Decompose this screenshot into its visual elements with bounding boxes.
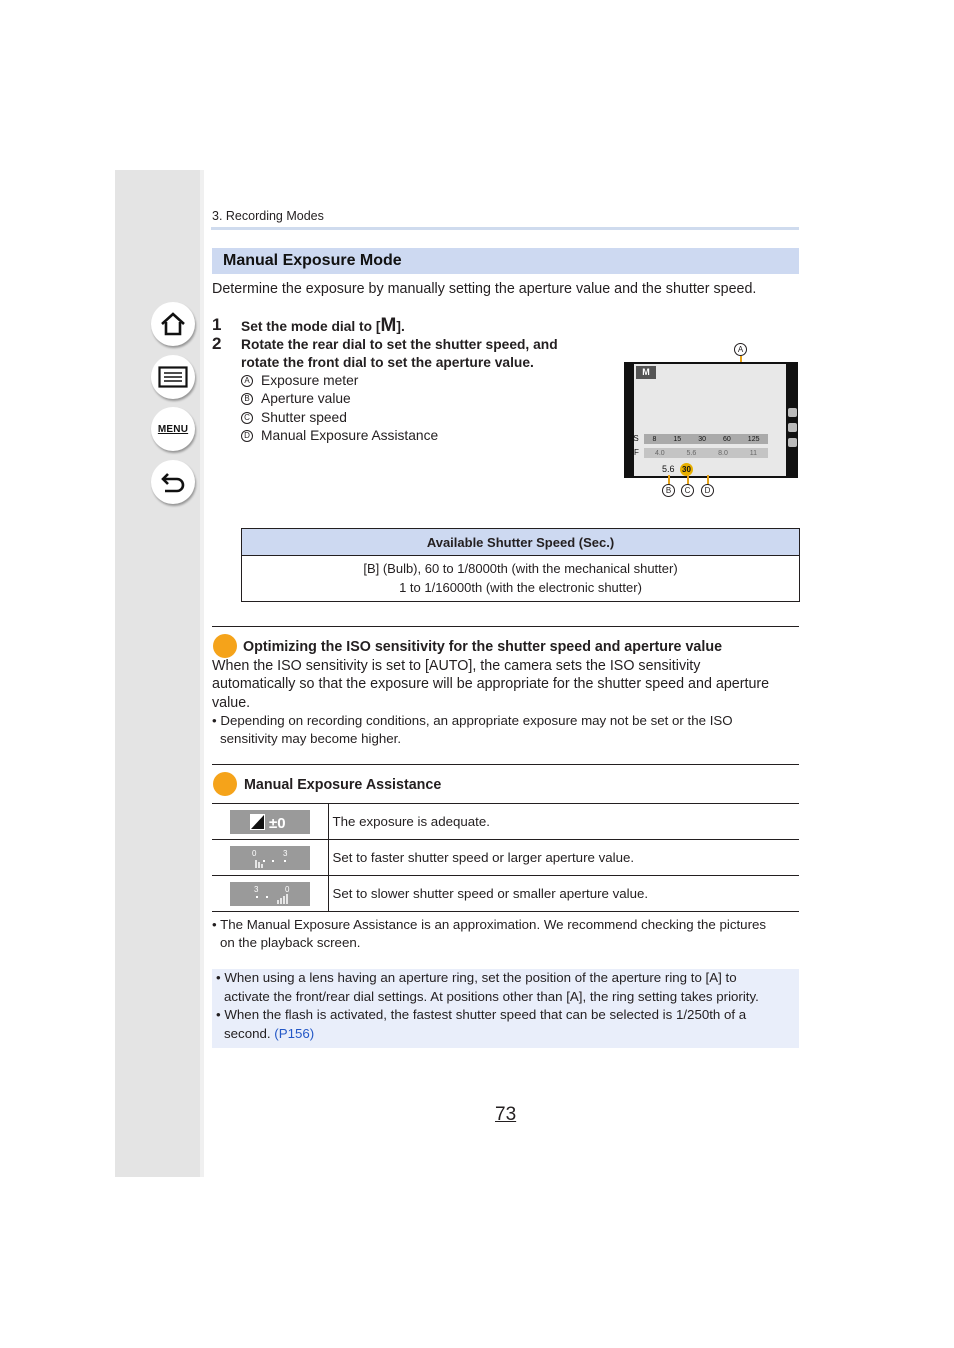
- tip-bullet: • Depending on recording conditions, an appropriate exposure may not be set or the ISO: [212, 713, 733, 728]
- tip-body-line: automatically so that the exposure will be appropriate for the shutter speed and aperture: [212, 676, 770, 692]
- intro-text: Determine the exposure by manually setting the aperture value and the shutter speed.: [212, 281, 757, 297]
- navigation-sidebar: [115, 170, 204, 1177]
- step-2-line2: rotate the front dial to set the aperture value.: [241, 355, 534, 370]
- marker-d-icon: D: [701, 484, 714, 497]
- mode-badge: M: [636, 366, 656, 379]
- marker-b-icon: B: [662, 484, 675, 497]
- assist-description: The exposure is adequate.: [328, 804, 799, 840]
- assist-description: Set to faster shutter speed or larger aperture value.: [328, 840, 799, 876]
- tip-heading: Manual Exposure Assistance: [244, 777, 442, 793]
- assist-description: Set to slower shutter speed or smaller aperture value.: [328, 876, 799, 912]
- page-number: 73: [495, 1104, 517, 1125]
- step-1-suffix: ].: [396, 319, 405, 334]
- assist-note: • The Manual Exposure Assistance is an approximation. We recommend checking the pictures: [212, 917, 767, 932]
- shutter-speed-table: [241, 528, 800, 602]
- note-text: second.: [224, 1026, 271, 1041]
- legend-item: [241, 410, 347, 425]
- touch-tab-icon: [788, 408, 797, 417]
- marker-b-icon: B: [241, 393, 253, 405]
- step-2-line1: Rotate the rear dial to set the shutter speed, and: [241, 337, 558, 352]
- scale-tick: 5.6: [686, 449, 697, 457]
- svg-text:3: 3: [253, 884, 259, 894]
- table-row: [212, 840, 799, 876]
- svg-text:3: 3: [282, 848, 288, 858]
- tip-body-line: When the ISO sensitivity is set to [AUTO], the camera sets the ISO sensitivity: [212, 658, 701, 674]
- sidebar-edge: [200, 170, 204, 1177]
- table-row: [212, 804, 799, 840]
- exposure-compensation-icon: [230, 810, 310, 834]
- mode-m-glyph: M: [380, 315, 397, 336]
- svg-text:0: 0: [251, 848, 257, 858]
- note-bullet: • When using a lens having an aperture ring, set the position of the aperture ring to [A] to: [216, 970, 737, 985]
- touch-tab-icon: [788, 438, 797, 447]
- aperture-scale: [644, 448, 768, 458]
- aperture-value: 5.6: [662, 464, 675, 474]
- assist-note-continued: on the playback screen.: [220, 935, 361, 950]
- table-header: Available Shutter Speed (Sec.): [242, 529, 800, 556]
- menu-icon: MENU: [157, 423, 189, 435]
- ss-label: SS: [628, 434, 639, 443]
- legend-label: Shutter speed: [261, 410, 347, 425]
- icon-cell: [212, 840, 328, 876]
- tip-heading: Optimizing the ISO sensitivity for the shutter speed and aperture value: [243, 639, 723, 655]
- svg-text:0: 0: [284, 884, 290, 894]
- note-bullet-continued: activate the front/rear dial settings. At positions other than [A], the ring setting takes priority.: [224, 989, 759, 1004]
- camera-screen-illustration: [624, 362, 798, 478]
- page-title: Manual Exposure Mode: [223, 252, 402, 269]
- marker-a-icon: A: [241, 375, 253, 387]
- legend-item: [241, 391, 351, 406]
- exposure-adequate-icon: [230, 810, 310, 834]
- scale-tick: 15: [673, 435, 682, 443]
- scale-tick: 4.0: [654, 449, 665, 457]
- meter-scale-icon: [230, 846, 310, 870]
- scale-tick: 8.0: [718, 449, 728, 457]
- list-icon: [158, 366, 188, 388]
- exposure-under-icon: [230, 846, 310, 870]
- table-row: [212, 876, 799, 912]
- screen-side-icons: [788, 402, 798, 462]
- table-header-row: [242, 529, 800, 556]
- breadcrumb: 3. Recording Modes: [212, 209, 324, 223]
- notes-box: [212, 969, 799, 1048]
- shutter-range-mechanical: [B] (Bulb), 60 to 1/8000th (with the mechanical shutter): [363, 561, 678, 576]
- section-title-bar: [212, 248, 799, 274]
- f-label: F: [634, 448, 639, 457]
- home-button[interactable]: [151, 302, 195, 346]
- step-number-1: 1: [212, 315, 222, 334]
- tip-bullet-continued: sensitivity may become higher.: [220, 731, 402, 746]
- tip-body-line: value.: [212, 695, 251, 711]
- table-row: [242, 556, 800, 602]
- step-1-prefix: Set the mode dial to [: [241, 319, 381, 334]
- lightbulb-tip-icon: [213, 634, 237, 658]
- camera-screen-display: [628, 364, 786, 476]
- menu-button[interactable]: [151, 407, 195, 451]
- icon-cell: [212, 876, 328, 912]
- shutter-range-electronic: 1 to 1/16000th (with the electronic shutter): [399, 579, 642, 595]
- note-bullet: • When the flash is activated, the fastest shutter speed that can be selected is 1/250th of a: [216, 1007, 747, 1022]
- marker-a-icon: A: [734, 343, 747, 356]
- legend-label: Aperture value: [261, 391, 351, 406]
- shutter-speed-value: 30: [680, 463, 693, 476]
- legend-item: [241, 373, 358, 388]
- page-reference-link[interactable]: (P156): [274, 1026, 315, 1041]
- step-number-2: 2: [212, 334, 222, 353]
- touch-tab-icon: [788, 423, 797, 432]
- contents-button[interactable]: [151, 355, 195, 399]
- header-divider: [211, 227, 799, 230]
- marker-c-icon: C: [241, 412, 253, 424]
- note-bullet-continued: [216, 1025, 796, 1044]
- back-arrow-icon: [159, 469, 187, 495]
- legend-item: [241, 428, 438, 443]
- icon-cell: [212, 804, 328, 840]
- back-button[interactable]: [151, 460, 195, 504]
- table-cell: [242, 556, 800, 602]
- section-divider: [212, 626, 799, 627]
- lightbulb-tip-icon: [213, 772, 237, 796]
- exposure-assistance-table: [212, 803, 799, 912]
- legend-label: Exposure meter: [261, 373, 359, 388]
- scale-tick: 30: [698, 435, 706, 443]
- scale-tick: 125: [747, 435, 760, 443]
- assist-icon-text: ±0: [268, 814, 286, 832]
- step-1-text: [241, 317, 405, 336]
- legend-label: Manual Exposure Assistance: [261, 428, 439, 443]
- scale-tick: 11: [749, 449, 758, 457]
- section-divider: [212, 764, 799, 765]
- home-icon: [159, 311, 187, 337]
- scale-tick: 60: [723, 435, 731, 443]
- marker-c-icon: C: [681, 484, 694, 497]
- marker-d-icon: D: [241, 430, 253, 442]
- scale-tick: 8: [652, 435, 657, 443]
- shutter-speed-scale: [644, 434, 768, 444]
- exposure-over-icon: [230, 882, 310, 906]
- meter-scale-icon: [230, 882, 310, 906]
